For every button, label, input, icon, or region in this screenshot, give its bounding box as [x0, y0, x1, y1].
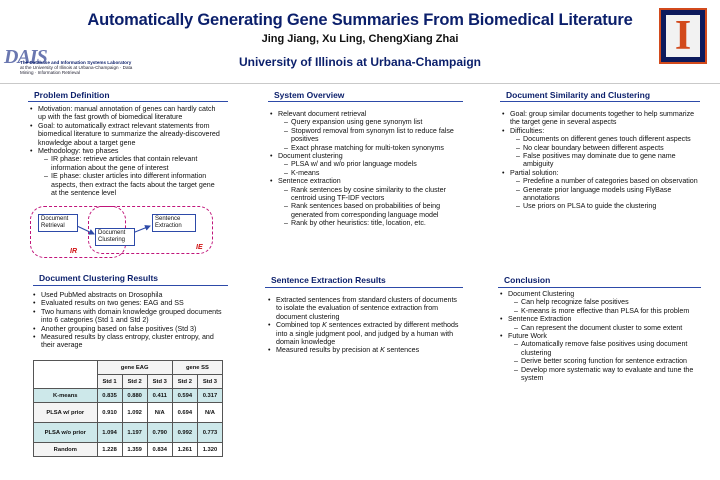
problem-bullet: • Goal: to automatically extract relevant statements from biomedical literature to summarize the already-discovered knowledge about a target gene: [30, 122, 222, 147]
clustering-results-heading: Document Clustering Results: [39, 273, 159, 283]
table-row-label: PLSA w/ prior: [34, 403, 98, 423]
table-header-row: [34, 361, 223, 375]
illinois-i-icon: I: [674, 13, 692, 59]
system-sub-bullet: – Exact phrase matching for multi-token synonyms: [284, 144, 462, 152]
ir-tag: IR: [70, 248, 77, 255]
conclusion-bullet-text: Future Work: [508, 332, 547, 341]
table-col-header: Std 1: [97, 375, 122, 389]
conclusion-bullet: [500, 290, 700, 315]
problem-sub-bullet: – IE phase: cluster articles into different information aspects, then extract the facts about the target gene at the sentence level: [44, 172, 222, 197]
system-overview-heading: System Overview: [274, 90, 345, 100]
clustering-results-bullet: • Evaluated results on two genes: EAG and SS: [33, 299, 225, 307]
system-bullet-text: Document clustering: [278, 152, 343, 161]
table-cell: 0.910: [97, 403, 122, 423]
problem-bullet-text: Methodology: two phases: [38, 147, 119, 156]
table-row: [34, 403, 223, 423]
table-cell: 1.197: [122, 423, 147, 443]
conclusion-bullet: [500, 332, 700, 382]
table-group-ss: gene SS: [172, 361, 222, 375]
document-retrieval-box: Document Retrieval: [38, 214, 78, 232]
conclusion-sub-bullet: – Automatically remove false positives using document clustering: [514, 340, 700, 357]
table-cell: 0.773: [197, 423, 222, 443]
document-clustering-box: Document Clustering: [95, 228, 135, 246]
system-bullet-text: Sentence extraction: [278, 177, 341, 186]
table-cell: 0.317: [197, 389, 222, 403]
clustering-results-bullet: • Used PubMed abstracts on Drosophila: [33, 291, 225, 299]
table-cell: 1.261: [172, 443, 197, 457]
conclusion-body: [500, 290, 700, 382]
similarity-sub-bullet: – Predefine a number of categories based on observation: [516, 177, 702, 185]
system-sub-bullet: – Query expansion using gene synonym list: [284, 118, 462, 126]
table-col-header: Std 3: [197, 375, 222, 389]
table-row-label: Random: [34, 443, 98, 457]
system-overview-body: [270, 110, 462, 228]
similarity-rule: [500, 101, 700, 102]
problem-bullet: [30, 147, 222, 197]
conclusion-bullet: [500, 315, 700, 332]
table-cell: 0.694: [172, 403, 197, 423]
table-row-label: K-means: [34, 389, 98, 403]
table-corner: [34, 361, 98, 389]
system-bullet: [270, 110, 462, 152]
table-col-header: Std 2: [172, 375, 197, 389]
table-row: [34, 423, 223, 443]
conclusion-bullet-text: Sentence Extraction: [508, 315, 572, 324]
dais-logo-lab: The Database and Information Systems Laboratory: [20, 60, 132, 65]
sentence-extraction-box: Sentence Extraction: [152, 214, 196, 232]
clustering-results-bullet: • Another grouping based on false positives (Std 3): [33, 325, 225, 333]
similarity-bullet: • Goal: group similar documents together to help summarize the target gene in several aspects: [502, 110, 702, 127]
similarity-sub-bullet: – No clear boundary between different aspects: [516, 144, 702, 152]
conclusion-rule: [498, 287, 701, 288]
table-cell: 0.411: [147, 389, 172, 403]
extraction-results-body: [268, 296, 460, 355]
clustering-results-table: [33, 360, 223, 457]
system-sub-bullet: – Stopword removal from synonym list to reduce false positives: [284, 127, 462, 144]
table-row: [34, 443, 223, 457]
table-cell: 0.594: [172, 389, 197, 403]
system-sub-bullet: – PLSA w/ and w/o prior language models: [284, 160, 462, 168]
system-sub-bullet: – Rank sentences by cosine similarity to the cluster centroid using TF-IDF vectors: [284, 186, 462, 203]
table-row-label: PLSA w/o prior: [34, 423, 98, 443]
extraction-text: Measured results by precision at: [276, 346, 381, 355]
extraction-k: K: [322, 321, 327, 330]
illinois-logo: [659, 8, 707, 64]
similarity-bullet: [502, 127, 702, 169]
conclusion-sub-bullet: – Develop more systematic way to evaluate and tune the system: [514, 366, 700, 383]
problem-rule: [28, 101, 228, 102]
similarity-body: [502, 110, 702, 211]
table-col-header: Std 3: [147, 375, 172, 389]
poster-authors: Jing Jiang, Xu Ling, ChengXiang Zhai: [261, 33, 459, 45]
extraction-results-rule: [265, 287, 463, 288]
extraction-results-heading: Sentence Extraction Results: [271, 275, 386, 285]
system-sub-bullet: – K-means: [284, 169, 462, 177]
dais-logo-word: DAIS: [4, 46, 47, 68]
system-sub-bullet: – Rank by other heuristics: title, location, etc.: [284, 219, 462, 227]
similarity-bullet-text: Difficulties:: [510, 126, 545, 135]
problem-bullet: • Motivation: manual annotation of genes can hardly catch up with the fast growth of biomedical literature: [30, 105, 222, 122]
dais-logo-caption: [20, 60, 146, 75]
conclusion-heading: Conclusion: [504, 275, 551, 285]
clustering-results-bullet: • Measured results by class entropy, cluster entropy, and their average: [33, 333, 225, 350]
table-cell: 0.834: [147, 443, 172, 457]
clustering-results-body: [33, 291, 225, 350]
extraction-k: K: [380, 346, 385, 355]
conclusion-sub-bullet: – Derive better scoring function for sentence extraction: [514, 357, 700, 365]
system-bullet: [270, 152, 462, 177]
ir-ie-diagram: [30, 206, 215, 258]
poster-header: [0, 0, 720, 78]
similarity-bullet-text: Partial solution:: [510, 168, 559, 177]
system-bullet-text: Relevant document retrieval: [278, 110, 367, 118]
extraction-text: Combined top: [276, 321, 323, 330]
clustering-results-bullet: • Two humans with domain knowledge grouped documents into 6 categories (Std 1 and Std 2): [33, 308, 225, 325]
table-cell: 1.320: [197, 443, 222, 457]
extraction-bullet: [268, 321, 460, 346]
table-cell: 0.790: [147, 423, 172, 443]
similarity-sub-bullet: – Generate prior language models using FlyBase annotations: [516, 186, 702, 203]
problem-heading: Problem Definition: [34, 90, 110, 100]
table-cell: 1.228: [97, 443, 122, 457]
extraction-text: sentences extracted by different methods into a single judgment pool, and judged by a human with domain knowledge: [276, 321, 459, 347]
conclusion-sub-bullet: – Can help recognize false positives: [514, 298, 700, 306]
conclusion-bullet-text: Document Clustering: [508, 290, 575, 298]
conclusion-sub-bullet: – K-means is more effective than PLSA for this problem: [514, 307, 700, 315]
table-cell: 1.094: [97, 423, 122, 443]
similarity-sub-bullet: – Use priors on PLSA to guide the clustering: [516, 202, 702, 210]
similarity-sub-bullet: – Documents on different genes touch different aspects: [516, 135, 702, 143]
table-cell: 0.880: [122, 389, 147, 403]
table-row: [34, 389, 223, 403]
extraction-bullet: • Extracted sentences from standard clusters of documents to isolate the evaluation of sentence extraction from document clustering: [268, 296, 460, 321]
table-group-eag: gene EAG: [97, 361, 172, 375]
similarity-bullet: [502, 169, 702, 211]
system-sub-bullet: – Rank sentences based on probabilities of being generated from corresponding language model: [284, 202, 462, 219]
ie-tag: IE: [196, 244, 203, 251]
poster-title: Automatically Generating Gene Summaries From Biomedical Literature: [87, 11, 633, 29]
table-cell: N/A: [197, 403, 222, 423]
similarity-sub-bullet: – False positives may dominate due to gene name ambiguity: [516, 152, 702, 169]
illinois-logo-inner: [666, 15, 700, 57]
header-divider: [0, 83, 720, 84]
clustering-results-rule: [33, 285, 228, 286]
extraction-text: sentences: [384, 346, 420, 355]
conclusion-sub-bullet: – Can represent the document cluster to some extent: [514, 324, 700, 332]
system-overview-rule: [268, 101, 463, 102]
dais-logo-sub: at the University of Illinois at Urbana-Champaign · Data Mining · Information Retrieval: [20, 65, 133, 75]
table-cell: 1.359: [122, 443, 147, 457]
dais-logo: [4, 46, 154, 75]
table-cell: 0.992: [172, 423, 197, 443]
poster-university: University of Illinois at Urbana-Champaign: [238, 55, 482, 69]
similarity-heading: Document Similarity and Clustering: [506, 90, 651, 100]
table-cell: 1.092: [122, 403, 147, 423]
problem-body: [30, 105, 222, 197]
arrow-retrieval-to-clustering: [77, 226, 94, 234]
table-cell: 0.835: [97, 389, 122, 403]
extraction-bullet: [268, 346, 460, 354]
table-col-header: Std 2: [122, 375, 147, 389]
problem-sub-bullet: – IR phase: retrieve articles that contain relevant information about the gene of interest: [44, 155, 222, 172]
system-bullet: [270, 177, 462, 227]
table-cell: N/A: [147, 403, 172, 423]
